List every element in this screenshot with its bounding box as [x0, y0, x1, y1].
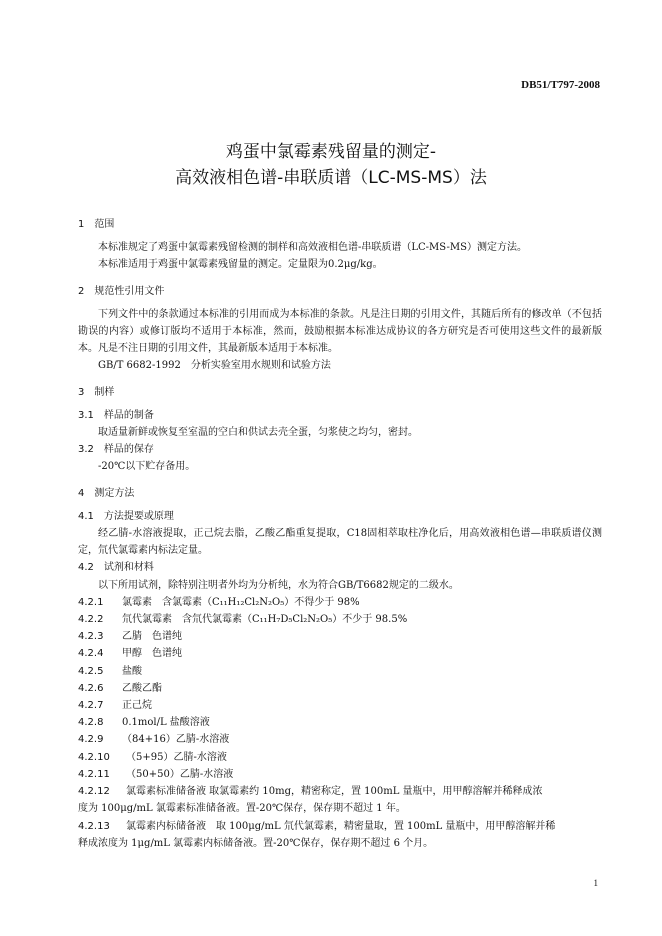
section-3-heading: 3 制样	[78, 386, 115, 398]
list-item: 4.2.5 盐酸	[78, 665, 142, 677]
section-4-1-text: 经乙腈-水溶液提取，正己烷去脂，乙酸乙酯重复提取，C18固相萃取柱净化后，用高效液相色谱—串联质谱仪测定，氘代氯霉素内标法定量。	[78, 528, 602, 557]
section-2-heading: 2 规范性引用文件	[78, 285, 165, 297]
list-item-4-2-12: 4.2.12 氯霉素标准储备液 取氯霉素约 10mg，精密称定，置 100mL 量瓶中，用甲醇溶解并稀释成浓	[78, 786, 543, 798]
list-item-4-2-13-continuation: 释成浓度为 1μg/mL 氯霉素内标储备液。置-20℃保存，保存期不超过 6 个月。	[78, 837, 434, 849]
list-item: 4.2.1 氯霉素 含氯霉素（C₁₁H₁₂Cl₂N₂O₅）不得少于 98%	[78, 596, 360, 608]
list-item: 4.2.7 正己烷	[78, 700, 152, 712]
document-title-line2: 高效液相色谱-串联质谱（LC-MS-MS）法	[175, 168, 487, 188]
document-title-line1: 鸡蛋中氯霉素残留量的测定-	[225, 142, 437, 162]
section-3-2-heading: 3.2 样品的保存	[78, 444, 154, 456]
list-item: 4.2.6 乙酸乙酯	[78, 682, 162, 694]
list-item: 4.2.9 （84+16）乙腈-水溶液	[78, 734, 230, 746]
list-item-4-2-13: 4.2.13 氯霉素内标储备液 取 100μg/mL 氘代氯霉素，精密量取，置 100mL 量瓶中，用甲醇溶解并稀	[78, 820, 556, 832]
section-2-paragraph-1: 下列文件中的条款通过本标准的引用而成为本标准的条款。凡是注日期的引用文件，其随后所有的修改单（不包括勘误的内容）或修订版均不适用于本标准，然而，鼓励根据本标准达成协议的各方研究是否可使用这些文件的最新版本。凡是不注日期的引用文件，其最新版本适用于本标准。	[78, 308, 602, 355]
list-item: 4.2.2 氘代氯霉素 含氘代氯霉素（C₁₁H₇D₅Cl₂N₂O₅）不少于 98.5%	[78, 614, 408, 626]
standard-code: DB51/T797-2008	[521, 79, 600, 91]
page-number: 1	[593, 878, 598, 888]
section-4-1-heading: 4.1 方法提要或原理	[78, 510, 174, 522]
section-1-paragraph-1: 本标准规定了鸡蛋中氯霉素残留检测的制样和高效液相色谱-串联质谱（LC-MS-MS）测定方法。	[98, 242, 527, 254]
section-4-2-heading: 4.2 试剂和材料	[78, 562, 154, 574]
section-4-2-text: 以下所用试剂，除特别注明者外均为分析纯，水为符合GB/T6682规定的二级水。	[98, 579, 459, 591]
list-item: 4.2.4 甲醇 色谱纯	[78, 648, 182, 660]
section-3-1-text: 取适量新鲜或恢复至室温的空白和供试去壳全蛋，匀浆使之均匀，密封。	[98, 427, 418, 439]
list-item: 4.2.10 （5+95）乙腈-水溶液	[78, 751, 227, 763]
list-item: 4.2.3 乙腈 色谱纯	[78, 631, 182, 643]
section-3-1-heading: 3.1 样品的制备	[78, 409, 154, 421]
list-item: 4.2.8 0.1mol/L 盐酸溶液	[78, 717, 210, 729]
section-1-heading: 1 范围	[78, 219, 115, 230]
section-1-paragraph-2: 本标准适用于鸡蛋中氯霉素残留量的测定。定量限为0.2μg/kg。	[98, 259, 383, 271]
list-item: 4.2.11 （50+50）乙腈-水溶液	[78, 768, 234, 780]
section-3-2-text: -20℃以下贮存备用。	[98, 461, 196, 473]
document-body	[78, 216, 602, 852]
section-2-reference: GB/T 6682-1992 分析实验室用水规则和试验方法	[98, 360, 331, 372]
list-item-4-2-12-continuation: 度为 100μg/mL 氯霉素标准储备液。置-20℃保存，保存期不超过 1 年。	[78, 803, 406, 815]
section-4-heading: 4 测定方法	[78, 487, 135, 499]
